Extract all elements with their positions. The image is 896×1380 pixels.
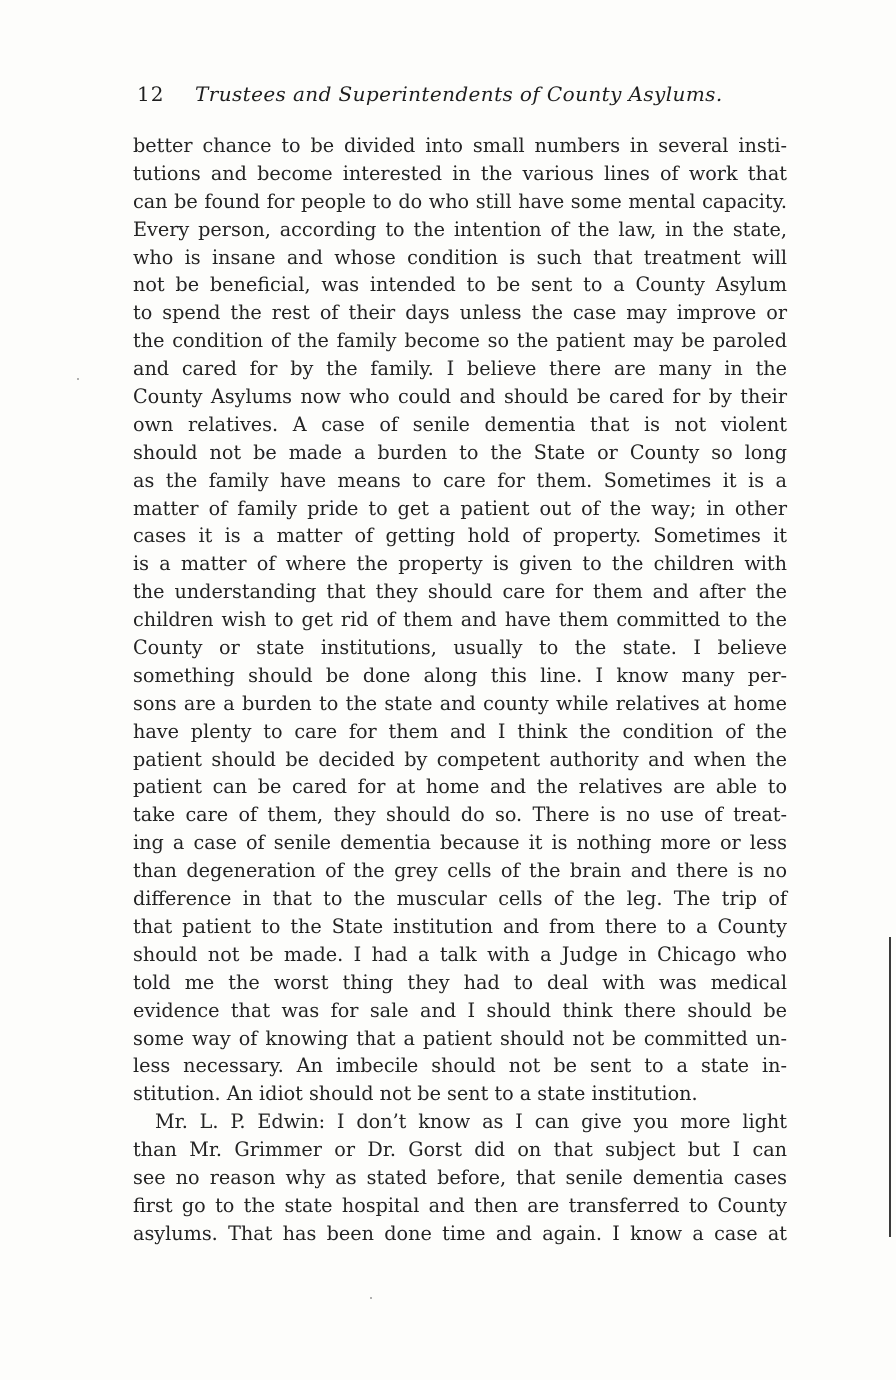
text-line: not be beneficial, was intended to be sent to a County Asylum — [133, 273, 787, 297]
text-line: than Mr. Grimmer or Dr. Gorst did on that subject but I can — [133, 1138, 787, 1162]
text-line: asylums. That has been done time and again. I know a case at — [133, 1221, 787, 1245]
text-line: cases it is a matter of getting hold of property. Sometimes it — [133, 524, 787, 548]
text-line: that patient to the State institution and from there to a County — [133, 914, 787, 938]
text-line: some way of knowing that a patient should not be committed un- — [133, 1026, 787, 1050]
text-line: patient can be cared for at home and the relatives are able to — [133, 775, 787, 799]
scan-edge-line — [889, 937, 891, 1237]
body-text — [133, 132, 787, 1248]
text-line: matter of family pride to get a patient out of the way; in other — [133, 496, 787, 520]
scan-speck — [370, 1297, 372, 1299]
text-line: ing a case of senile dementia because it is nothing more or less — [133, 831, 787, 855]
text-line: should not be made a burden to the State or County so long — [133, 440, 787, 464]
text-line: patient should be decided by competent authority and when the — [133, 747, 787, 771]
scan-speck — [77, 378, 79, 380]
text-line: who is insane and whose condition is such that treatment will — [133, 245, 787, 269]
text-line: see no reason why as stated before, that senile dementia cases — [133, 1165, 787, 1189]
text-line: the condition of the family become so the patient may be paroled — [133, 329, 787, 353]
text-line: to spend the rest of their days unless the case may improve or — [133, 301, 787, 325]
text-line: tutions and become interested in the various lines of work that — [133, 161, 787, 185]
text-line: the understanding that they should care for them and after the — [133, 580, 787, 604]
text-line: evidence that was for sale and I should think there should be — [133, 998, 787, 1022]
text-line: than degeneration of the grey cells of the brain and there is no — [133, 859, 787, 883]
text-line: sons are a burden to the state and county while relatives at home — [133, 691, 787, 715]
text-line: told me the worst thing they had to deal with was medical — [133, 970, 787, 994]
page-number: 12 — [137, 82, 165, 106]
text-line: less necessary. An imbecile should not be sent to a state in- — [133, 1054, 787, 1078]
text-line: Every person, according to the intention of the law, in the state, — [133, 217, 787, 241]
text-line: children wish to get rid of them and have them committed to the — [133, 608, 787, 632]
text-line: stitution. An idiot should not be sent to a state institution. — [133, 1082, 698, 1106]
text-line: own relatives. A case of senile dementia that is not violent — [133, 412, 787, 436]
page-header — [137, 78, 787, 112]
text-line: Mr. L. P. Edwin: I don’t know as I can give you more light — [155, 1110, 787, 1134]
text-line: take care of them, they should do so. There is no use of treat- — [133, 803, 787, 827]
text-line: is a matter of where the property is given to the children with — [133, 552, 787, 576]
text-line: and cared for by the family. I believe there are many in the — [133, 357, 787, 381]
text-line: have plenty to care for them and I think the condition of the — [133, 719, 787, 743]
text-line: should not be made. I had a talk with a Judge in Chicago who — [133, 942, 787, 966]
running-title: Trustees and Superintendents of County Asylums. — [195, 82, 723, 106]
text-line: County or state institutions, usually to the state. I believe — [133, 636, 787, 660]
text-line: something should be done along this line. I know many per- — [133, 663, 787, 687]
text-line: County Asylums now who could and should be cared for by their — [133, 385, 787, 409]
text-line: difference in that to the muscular cells of the leg. The trip of — [133, 887, 787, 911]
text-line: better chance to be divided into small numbers in several insti- — [133, 134, 787, 157]
text-line: first go to the state hospital and then are transferred to County — [133, 1193, 787, 1217]
text-line: as the family have means to care for them. Sometimes it is a — [133, 468, 787, 492]
text-line: can be found for people to do who still have some mental capacity. — [133, 189, 787, 213]
